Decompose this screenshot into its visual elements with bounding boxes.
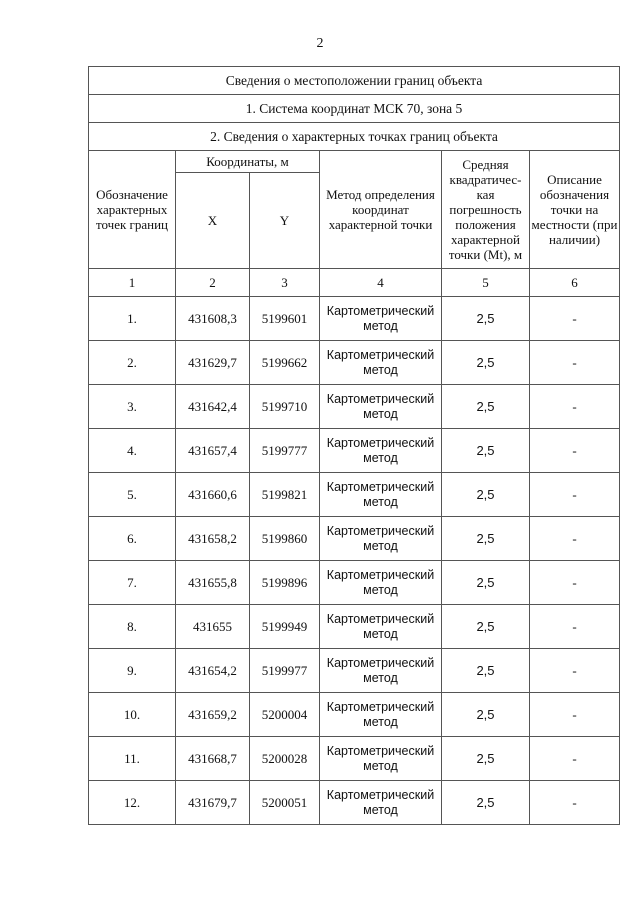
description-cell: - <box>530 781 620 825</box>
point-number-cell: 10. <box>89 693 176 737</box>
description-cell: - <box>530 473 620 517</box>
error-cell: 2,5 <box>442 385 530 429</box>
method-cell: Картометрический метод <box>320 341 442 385</box>
error-cell: 2,5 <box>442 561 530 605</box>
method-cell: Картометрический метод <box>320 737 442 781</box>
table-row <box>89 693 620 737</box>
column-number: 4 <box>320 269 442 297</box>
error-cell: 2,5 <box>442 781 530 825</box>
x-coordinate-cell: 431657,4 <box>176 429 250 473</box>
point-number-cell: 4. <box>89 429 176 473</box>
description-cell: - <box>530 649 620 693</box>
y-coordinate-cell: 5199601 <box>250 297 320 341</box>
coordinate-system-label: 1. Система координат МСК 70, зона 5 <box>89 95 620 123</box>
description-cell: - <box>530 429 620 473</box>
header-designation: Обозначение характерных точек границ <box>89 151 176 269</box>
header-y: Y <box>250 173 320 269</box>
table-row <box>89 649 620 693</box>
x-coordinate-cell: 431679,7 <box>176 781 250 825</box>
error-cell: 2,5 <box>442 297 530 341</box>
header-coordinates: Координаты, м <box>176 151 320 173</box>
description-cell: - <box>530 297 620 341</box>
column-number: 3 <box>250 269 320 297</box>
column-number-row <box>89 269 620 297</box>
error-cell: 2,5 <box>442 605 530 649</box>
point-number-cell: 2. <box>89 341 176 385</box>
description-cell: - <box>530 605 620 649</box>
y-coordinate-cell: 5200004 <box>250 693 320 737</box>
error-cell: 2,5 <box>442 341 530 385</box>
error-cell: 2,5 <box>442 517 530 561</box>
error-cell: 2,5 <box>442 693 530 737</box>
method-cell: Картометрический метод <box>320 561 442 605</box>
x-coordinate-cell: 431655 <box>176 605 250 649</box>
method-cell: Картометрический метод <box>320 385 442 429</box>
y-coordinate-cell: 5199821 <box>250 473 320 517</box>
method-cell: Картометрический метод <box>320 693 442 737</box>
method-cell: Картометрический метод <box>320 517 442 561</box>
header-error: Средняя квадратичес-кая погрешность положения характерной точки (Mt), м <box>442 151 530 269</box>
error-cell: 2,5 <box>442 649 530 693</box>
y-coordinate-cell: 5199777 <box>250 429 320 473</box>
column-number: 1 <box>89 269 176 297</box>
page-number: 2 <box>316 36 324 51</box>
point-number-cell: 11. <box>89 737 176 781</box>
y-coordinate-cell: 5199710 <box>250 385 320 429</box>
point-number-cell: 5. <box>89 473 176 517</box>
error-cell: 2,5 <box>442 737 530 781</box>
y-coordinate-cell: 5200028 <box>250 737 320 781</box>
method-cell: Картометрический метод <box>320 605 442 649</box>
x-coordinate-cell: 431654,2 <box>176 649 250 693</box>
error-cell: 2,5 <box>442 473 530 517</box>
y-coordinate-cell: 5199949 <box>250 605 320 649</box>
table-title: Сведения о местоположении границ объекта <box>89 67 620 95</box>
point-number-cell: 7. <box>89 561 176 605</box>
table-row <box>89 737 620 781</box>
column-number: 6 <box>530 269 620 297</box>
point-number-cell: 1. <box>89 297 176 341</box>
method-cell: Картометрический метод <box>320 649 442 693</box>
column-number: 5 <box>442 269 530 297</box>
description-cell: - <box>530 693 620 737</box>
method-cell: Картометрический метод <box>320 473 442 517</box>
method-cell: Картометрический метод <box>320 297 442 341</box>
header-description: Описание обозначения точки на местности (при наличии) <box>530 151 620 269</box>
table-row <box>89 297 620 341</box>
point-number-cell: 3. <box>89 385 176 429</box>
description-cell: - <box>530 561 620 605</box>
y-coordinate-cell: 5199896 <box>250 561 320 605</box>
x-coordinate-cell: 431660,6 <box>176 473 250 517</box>
table-row <box>89 473 620 517</box>
description-cell: - <box>530 517 620 561</box>
y-coordinate-cell: 5200051 <box>250 781 320 825</box>
x-coordinate-cell: 431642,4 <box>176 385 250 429</box>
x-coordinate-cell: 431659,2 <box>176 693 250 737</box>
table-row <box>89 605 620 649</box>
table-row <box>89 781 620 825</box>
x-coordinate-cell: 431629,7 <box>176 341 250 385</box>
y-coordinate-cell: 5199977 <box>250 649 320 693</box>
method-cell: Картометрический метод <box>320 429 442 473</box>
table-row <box>89 341 620 385</box>
method-cell: Картометрический метод <box>320 781 442 825</box>
table-row <box>89 561 620 605</box>
y-coordinate-cell: 5199860 <box>250 517 320 561</box>
point-number-cell: 12. <box>89 781 176 825</box>
description-cell: - <box>530 341 620 385</box>
header-method: Метод определения координат характерной точки <box>320 151 442 269</box>
x-coordinate-cell: 431658,2 <box>176 517 250 561</box>
point-number-cell: 9. <box>89 649 176 693</box>
y-coordinate-cell: 5199662 <box>250 341 320 385</box>
point-number-cell: 8. <box>89 605 176 649</box>
x-coordinate-cell: 431668,7 <box>176 737 250 781</box>
table-row <box>89 517 620 561</box>
table-row <box>89 385 620 429</box>
description-cell: - <box>530 385 620 429</box>
points-section-label: 2. Сведения о характерных точках границ объекта <box>89 123 620 151</box>
description-cell: - <box>530 737 620 781</box>
header-x: X <box>176 173 250 269</box>
table-row <box>89 429 620 473</box>
boundary-points-table <box>88 66 620 825</box>
x-coordinate-cell: 431655,8 <box>176 561 250 605</box>
x-coordinate-cell: 431608,3 <box>176 297 250 341</box>
column-number: 2 <box>176 269 250 297</box>
point-number-cell: 6. <box>89 517 176 561</box>
error-cell: 2,5 <box>442 429 530 473</box>
